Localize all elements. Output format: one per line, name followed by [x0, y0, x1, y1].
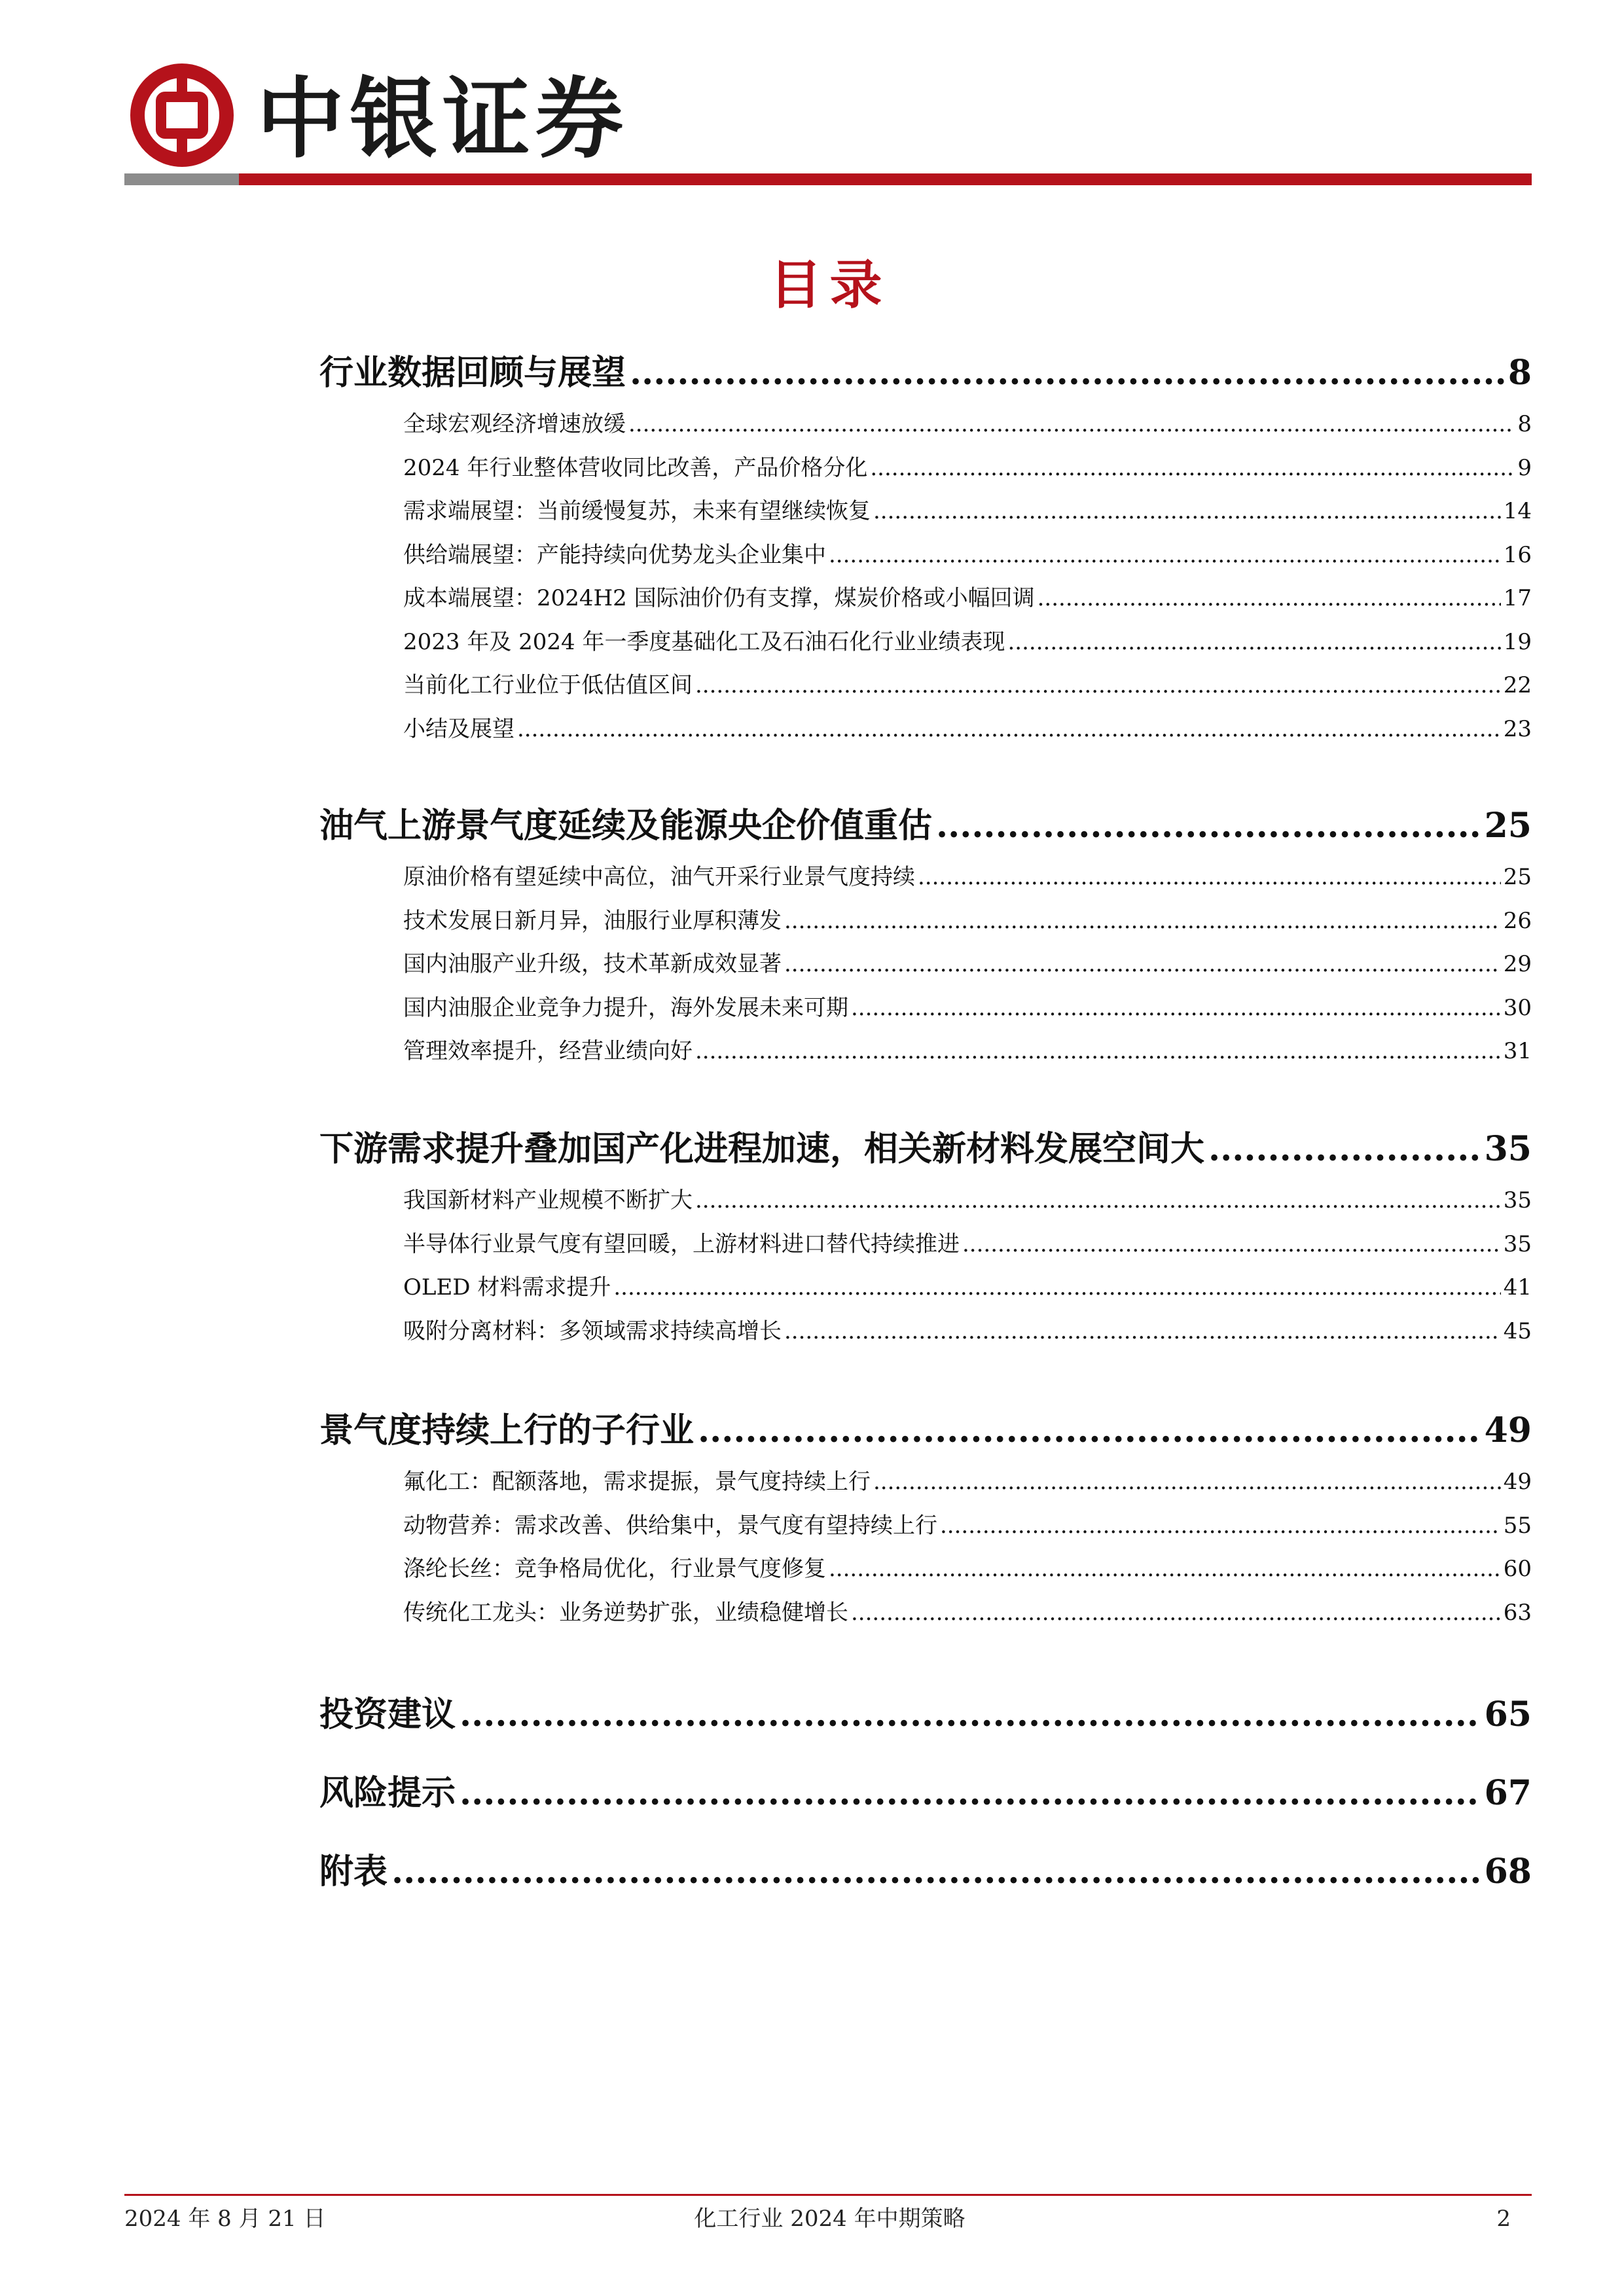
toc-item[interactable]: [319, 629, 1532, 655]
toc-section[interactable]: [319, 1411, 1532, 1450]
toc-item-page: 8: [1517, 411, 1532, 437]
footer-report-title: 化工行业 2024 年中期策略: [694, 2206, 965, 2232]
toc-item[interactable]: [319, 995, 1532, 1021]
toc-item-title: 涤纶长丝：竞争格局优化，行业景气度修复: [403, 1556, 826, 1582]
toc-leader-dots: [630, 353, 1504, 393]
toc-leader-dots: [918, 864, 1501, 890]
toc-item-page: 35: [1503, 1187, 1532, 1213]
toc-section-title: 景气度持续上行的子行业: [319, 1410, 695, 1450]
toc-item[interactable]: [319, 1231, 1532, 1257]
toc-section-title: 投资建议: [319, 1695, 456, 1734]
toc-item-page: 49: [1503, 1469, 1532, 1495]
toc-leader-dots: [1038, 585, 1501, 611]
toc-item[interactable]: [319, 498, 1532, 524]
toc-item-title: 氟化工：配额落地，需求提振，景气度持续上行: [403, 1469, 871, 1495]
toc-item-title: 吸附分离材料：多领域需求持续高增长: [403, 1318, 782, 1344]
toc-section[interactable]: [319, 1774, 1532, 1813]
page-title: 目录: [769, 254, 890, 315]
toc-section-title: 油气上游景气度延续及能源央企价值重估: [319, 806, 933, 846]
toc-section-title: 行业数据回顾与展望: [319, 353, 626, 393]
toc-item-page: 22: [1503, 672, 1532, 698]
toc-section-title: 下游需求提升叠加国产化进程加速，相关新材料发展空间大: [319, 1129, 1205, 1169]
toc-leader-dots: [851, 1600, 1501, 1626]
toc-item[interactable]: [319, 908, 1532, 934]
toc-item[interactable]: [319, 1187, 1532, 1213]
toc-item-title: 管理效率提升，经营业绩向好: [403, 1038, 693, 1064]
toc-leader-dots: [873, 498, 1501, 524]
toc-section[interactable]: [319, 1130, 1532, 1169]
toc-leader-dots: [829, 542, 1501, 568]
toc-leader-dots: [628, 411, 1515, 437]
toc-item[interactable]: [319, 542, 1532, 568]
toc-item-page: 9: [1517, 454, 1532, 481]
toc-leader-dots: [851, 995, 1501, 1021]
toc-item[interactable]: [319, 864, 1532, 890]
toc-item-page: 14: [1503, 498, 1532, 524]
toc-leader-dots: [613, 1274, 1500, 1300]
toc-leader-dots: [873, 1469, 1501, 1495]
toc-item[interactable]: [319, 1469, 1532, 1495]
toc-item[interactable]: [319, 951, 1532, 977]
toc-item-title: 国内油服企业竞争力提升，海外发展未来可期: [403, 994, 848, 1021]
toc-leader-dots: [962, 1231, 1501, 1257]
footer-date: 2024 年 8 月 21 日: [124, 2206, 326, 2232]
toc-item-title: 需求端展望：当前缓慢复苏，未来有望继续恢复: [403, 498, 871, 524]
toc-item-page: 16: [1503, 541, 1532, 568]
toc-section-page: 67: [1484, 1773, 1532, 1813]
toc-item[interactable]: [319, 716, 1532, 742]
toc-item[interactable]: [319, 1274, 1532, 1300]
toc-item[interactable]: [319, 1600, 1532, 1626]
toc-item-title: 全球宏观经济增速放缓: [403, 411, 626, 437]
toc-leader-dots: [1007, 629, 1500, 655]
toc-leader-dots: [784, 951, 1501, 977]
toc-item-title: 原油价格有望延续中高位，油气开采行业景气度持续: [403, 864, 915, 890]
toc-item-title: 当前化工行业位于低估值区间: [403, 672, 693, 698]
toc-item[interactable]: [319, 585, 1532, 611]
toc-section-page: 68: [1484, 1852, 1532, 1892]
brand-name: 中银证券: [257, 67, 629, 170]
toc-section-title: 风险提示: [319, 1773, 456, 1813]
toc-item-title: 半导体行业景气度有望回暖，上游材料进口替代持续推进: [403, 1230, 960, 1257]
header-rule-red: [239, 173, 1532, 185]
toc-item-title: 传统化工龙头：业务逆势扩张，业绩稳健增长: [403, 1599, 848, 1626]
header-rule-grey: [124, 173, 239, 185]
toc-leader-dots: [870, 455, 1515, 481]
toc-item-page: 23: [1503, 715, 1532, 742]
toc-leader-dots: [391, 1852, 1481, 1892]
toc-leader-dots: [695, 1187, 1501, 1213]
footer-rule: [124, 2194, 1532, 2196]
toc-item-page: 35: [1503, 1230, 1532, 1257]
toc-item-title: 成本端展望：2024H2 国际油价仍有支撑，煤炭价格或小幅回调: [403, 585, 1035, 611]
toc-leader-dots: [784, 1318, 1501, 1344]
toc-section-title: 附表: [319, 1852, 388, 1892]
toc-item-title: 2023 年及 2024 年一季度基础化工及石油石化行业业绩表现: [403, 628, 1005, 655]
toc-item-page: 60: [1503, 1556, 1532, 1582]
toc-item-page: 63: [1503, 1599, 1532, 1626]
toc-item-page: 29: [1503, 951, 1532, 977]
bank-of-china-logo: [130, 63, 234, 168]
toc-item-page: 17: [1503, 585, 1532, 611]
toc-section-page: 35: [1484, 1129, 1532, 1169]
toc-section-page: 65: [1484, 1695, 1532, 1734]
toc-leader-dots: [698, 1411, 1481, 1450]
toc-item-page: 41: [1503, 1274, 1532, 1300]
toc-item-title: 供给端展望：产能持续向优势龙头企业集中: [403, 541, 826, 568]
toc-item-title: 国内油服产业升级，技术革新成效显著: [403, 951, 782, 977]
toc-item-title: 小结及展望: [403, 715, 514, 742]
toc-section-page: 8: [1507, 353, 1532, 393]
toc-item-title: 我国新材料产业规模不断扩大: [403, 1187, 693, 1213]
toc-item-page: 55: [1503, 1512, 1532, 1539]
toc-item-page: 25: [1503, 864, 1532, 890]
toc-item[interactable]: [319, 411, 1532, 437]
toc-item[interactable]: [319, 672, 1532, 698]
toc-item[interactable]: [319, 1038, 1532, 1064]
toc-item[interactable]: [319, 1556, 1532, 1582]
toc-item[interactable]: [319, 1513, 1532, 1539]
toc-item-page: 30: [1503, 994, 1532, 1021]
toc-section[interactable]: [319, 1852, 1532, 1892]
toc-section-page: 25: [1484, 806, 1532, 846]
toc-leader-dots: [1208, 1130, 1481, 1169]
toc-item[interactable]: [319, 455, 1532, 481]
toc-leader-dots: [695, 1038, 1501, 1064]
toc-item[interactable]: [319, 1318, 1532, 1344]
toc-section[interactable]: [319, 806, 1532, 846]
toc-item-title: 技术发展日新月异，油服行业厚积薄发: [403, 907, 782, 934]
toc-leader-dots: [829, 1556, 1501, 1582]
toc-leader-dots: [940, 1513, 1501, 1539]
toc-item-page: 19: [1503, 628, 1532, 655]
toc-item-title: 动物营养：需求改善、供给集中，景气度有望持续上行: [403, 1512, 937, 1539]
toc-item-page: 45: [1503, 1318, 1532, 1344]
toc-item-page: 26: [1503, 907, 1532, 934]
toc-leader-dots: [460, 1774, 1481, 1813]
toc-leader-dots: [460, 1695, 1481, 1734]
toc-section[interactable]: [319, 1695, 1532, 1734]
toc-section-page: 49: [1484, 1410, 1532, 1450]
footer-page-number: 2: [1496, 2206, 1511, 2232]
toc-section[interactable]: [319, 353, 1532, 393]
toc-leader-dots: [517, 716, 1501, 742]
toc-item-title: 2024 年行业整体营收同比改善，产品价格分化: [403, 454, 868, 481]
toc-leader-dots: [936, 806, 1481, 846]
toc-leader-dots: [784, 908, 1501, 934]
toc-leader-dots: [695, 672, 1501, 698]
toc-item-title: OLED 材料需求提升: [403, 1274, 611, 1300]
toc-item-page: 31: [1503, 1038, 1532, 1064]
